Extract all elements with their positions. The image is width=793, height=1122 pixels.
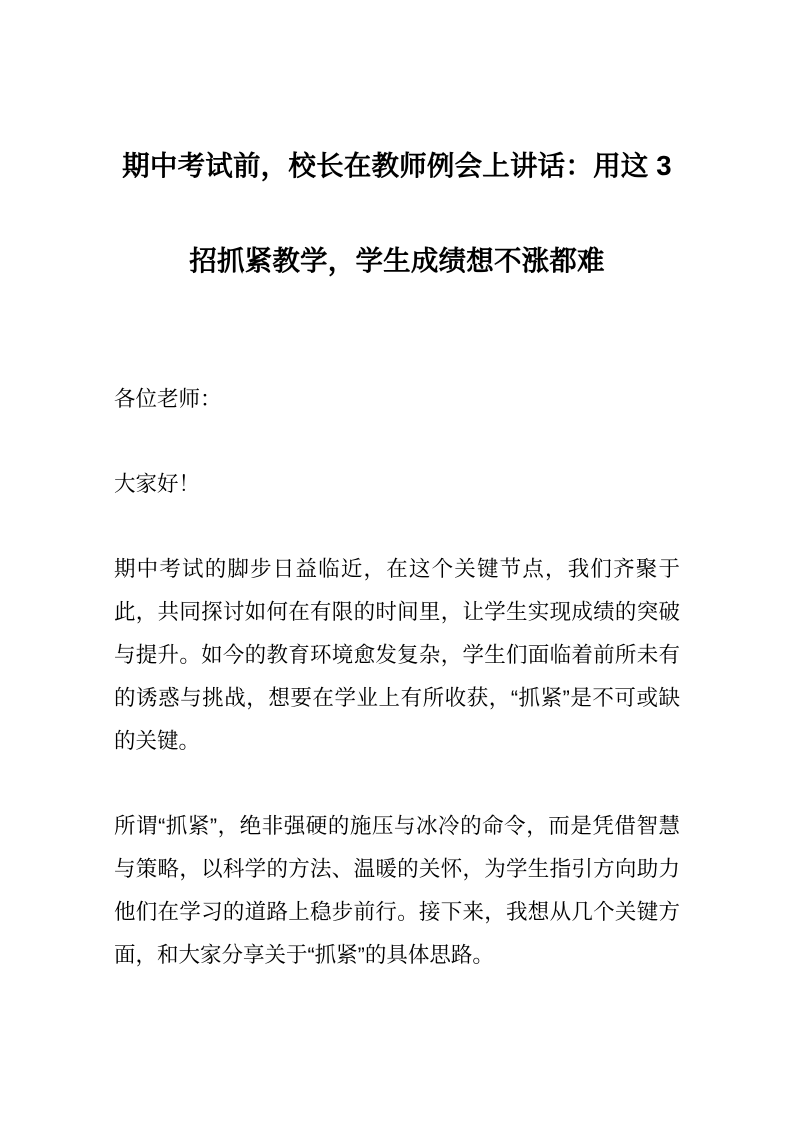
greeting: 大家好！	[114, 472, 201, 496]
page-title	[114, 118, 680, 308]
body-paragraph-2: 所谓“抓紧”，绝非强硬的施压与冰冷的命令，而是凭借智慧与策略，以科学的方法、温暖的关怀，为学生指引方向助力他们在学习的道路上稳步前行。接下来，我想从几个关键方面，和大家分享关于“抓紧”的具体思路。	[114, 814, 680, 967]
document-body	[114, 378, 680, 977]
page-title-text: 期中考试前，校长在教师例会上讲话：用这 3 招抓紧教学，学生成绩想不涨都难	[122, 150, 672, 276]
salutation: 各位老师：	[114, 387, 222, 411]
body-paragraph-1: 期中考试的脚步日益临近，在这个关键节点，我们齐聚于此，共同探讨如何在有限的时间里，让学生实现成绩的突破与提升。如今的教育环境愈发复杂，学生们面临着前所未有的诱惑与挑战，想要在学业上有所收获，“抓紧”是不可或缺的关键。	[114, 557, 680, 753]
